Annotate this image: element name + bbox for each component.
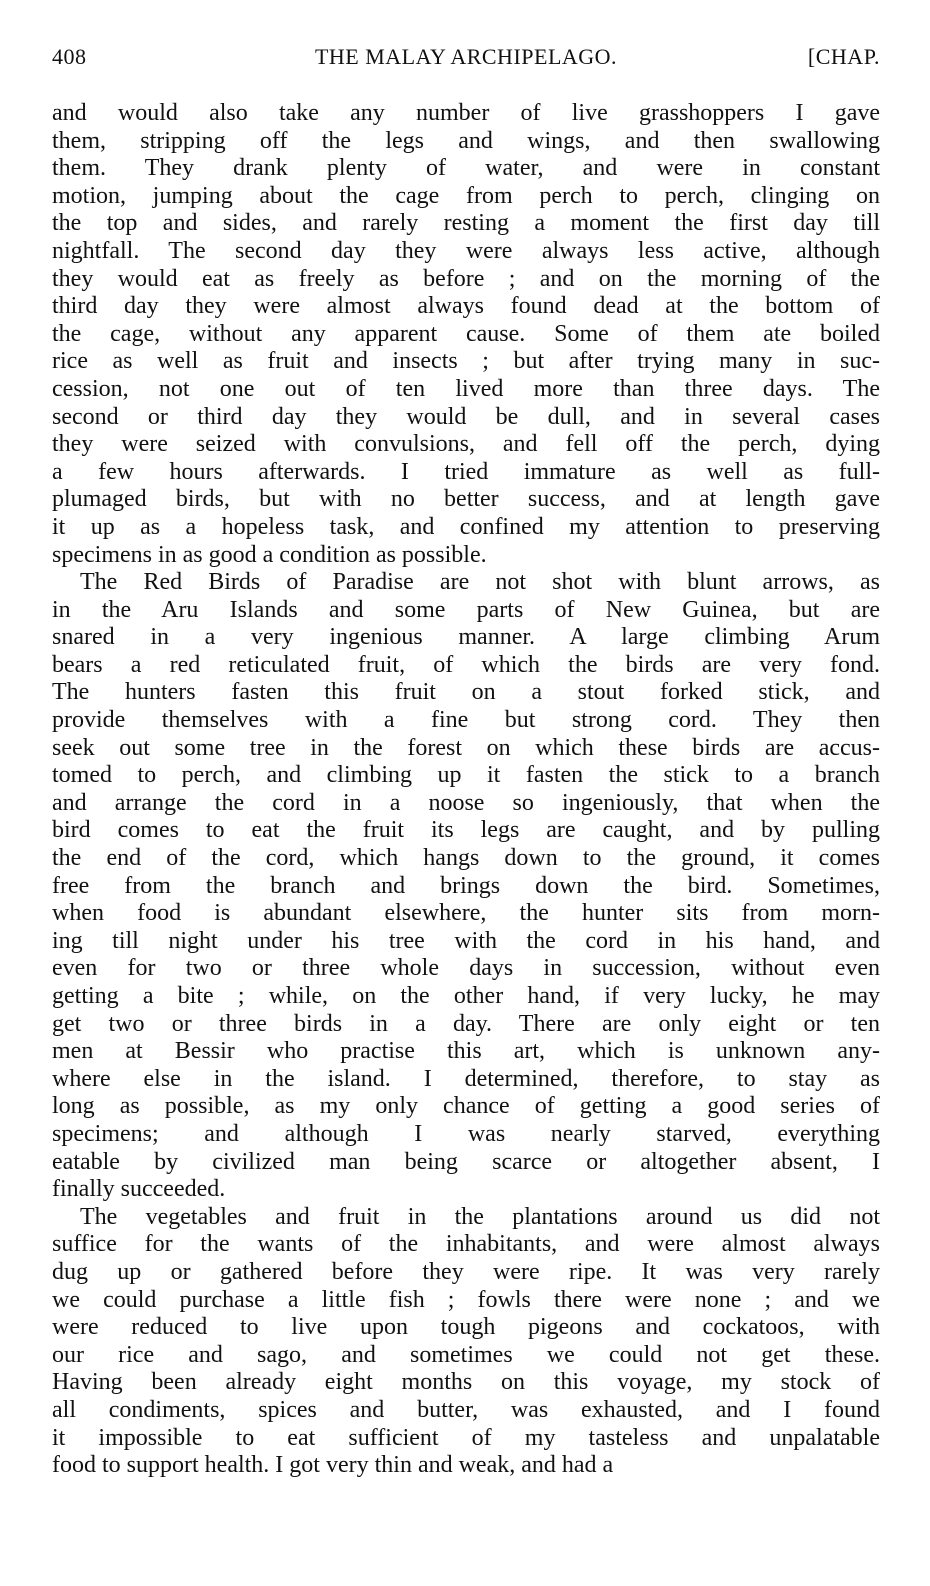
text-line: we could purchase a little fish ; fowls there were none ; and we xyxy=(52,1286,880,1313)
text-line: tomed to perch, and climbing up it fasten the stick to a branch xyxy=(52,762,880,789)
text-line: The vegetables and fruit in the plantations around us did not xyxy=(80,1203,880,1230)
text-line: bears a red reticulated fruit, of which the birds are very fond. xyxy=(52,651,880,678)
text-line: second or third day they would be dull, and in several cases xyxy=(52,403,880,430)
text-line: The hunters fasten this fruit on a stout forked stick, and xyxy=(52,679,880,706)
paragraph xyxy=(52,1204,880,1480)
text-line: snared in a very ingenious manner. A large climbing Arum xyxy=(52,624,880,651)
text-line: and arrange the cord in a noose so ingeniously, that when the xyxy=(52,789,880,816)
text-line: getting a bite ; while, on the other hand, if very lucky, he may xyxy=(52,983,880,1009)
text-line: they would eat as freely as before ; and on the morning of the xyxy=(52,265,880,292)
text-line: third day they were almost always found dead at the bottom of xyxy=(52,293,880,320)
paragraph xyxy=(52,100,880,569)
text-line: Having been already eight months on this voyage, my stock of xyxy=(52,1369,880,1396)
text-line: food to support health. I got very thin and weak, and had a xyxy=(52,1452,614,1479)
text-line: the top and sides, and rarely resting a moment the first day till xyxy=(52,210,880,237)
text-line: and would also take any number of live grasshoppers I gave xyxy=(52,100,880,126)
text-line: our rice and sago, and sometimes we could not get these. xyxy=(52,1341,880,1368)
text-line: they were seized with convulsions, and fell off the perch, dying xyxy=(52,431,880,458)
text-line: even for two or three whole days in succession, without even xyxy=(52,955,880,982)
text-line: nightfall. The second day they were always less active, although xyxy=(52,237,880,264)
chapter-mark: [CHAP. xyxy=(807,44,880,69)
text-line: a few hours afterwards. I tried immature as well as full- xyxy=(52,458,880,485)
text-line: them, stripping off the legs and wings, and then swallowing xyxy=(52,127,880,154)
text-line: suffice for the wants of the inhabitants, and were almost always xyxy=(52,1231,880,1258)
text-line: it impossible to eat sufficient of my tasteless and unpalatable xyxy=(52,1424,880,1451)
text-line: free from the branch and brings down the bird. Sometimes, xyxy=(52,872,880,899)
page-number: 408 xyxy=(52,44,87,69)
text-line: motion, jumping about the cage from perch to perch, clinging on xyxy=(52,182,880,209)
text-line: finally succeeded. xyxy=(52,1176,226,1203)
text-line: get two or three birds in a day. There are only eight or ten xyxy=(52,1010,880,1037)
book-title: THE MALAY ARCHIPELAGO. xyxy=(314,44,618,69)
text-line: specimens in as good a condition as possible. xyxy=(52,541,487,568)
body-text xyxy=(52,100,880,1480)
text-line: The Red Birds of Paradise are not shot with blunt arrows, as xyxy=(80,569,880,596)
text-line: them. They drank plenty of water, and were in constant xyxy=(52,155,880,182)
text-line: all condiments, spices and butter, was exhausted, and I found xyxy=(52,1396,880,1423)
text-line: provide themselves with a fine but strong cord. They then xyxy=(52,707,880,734)
text-line: the cage, without any apparent cause. Some of them ate boiled xyxy=(52,320,880,347)
text-line: when food is abundant elsewhere, the hunter sits from morn- xyxy=(52,900,880,927)
running-head xyxy=(52,44,880,78)
paragraph xyxy=(52,569,880,1204)
text-line: dug up or gathered before they were ripe. It was very rarely xyxy=(52,1258,880,1285)
text-line: the end of the cord, which hangs down to the ground, it comes xyxy=(52,845,880,872)
text-line: ing till night under his tree with the cord in his hand, and xyxy=(52,927,880,954)
text-line: where else in the island. I determined, therefore, to stay as xyxy=(52,1065,880,1092)
text-line: eatable by civilized man being scarce or altogether absent, I xyxy=(52,1148,880,1175)
text-line: were reduced to live upon tough pigeons and cockatoos, with xyxy=(52,1314,880,1341)
text-line: seek out some tree in the forest on which these birds are accus- xyxy=(52,734,880,761)
text-line: men at Bessir who practise this art, which is unknown any- xyxy=(52,1038,880,1065)
text-line: rice as well as fruit and insects ; but after trying many in suc- xyxy=(52,348,880,375)
text-line: specimens; and although I was nearly starved, everything xyxy=(52,1120,880,1147)
text-line: bird comes to eat the fruit its legs are caught, and by pulling xyxy=(52,817,880,844)
text-line: long as possible, as my only chance of getting a good series of xyxy=(52,1093,880,1120)
text-line: plumaged birds, but with no better success, and at length gave xyxy=(52,486,880,513)
text-line: in the Aru Islands and some parts of New Guinea, but are xyxy=(52,596,880,623)
text-line: it up as a hopeless task, and confined my attention to preserving xyxy=(52,513,880,540)
text-line: cession, not one out of ten lived more than three days. The xyxy=(52,375,880,402)
